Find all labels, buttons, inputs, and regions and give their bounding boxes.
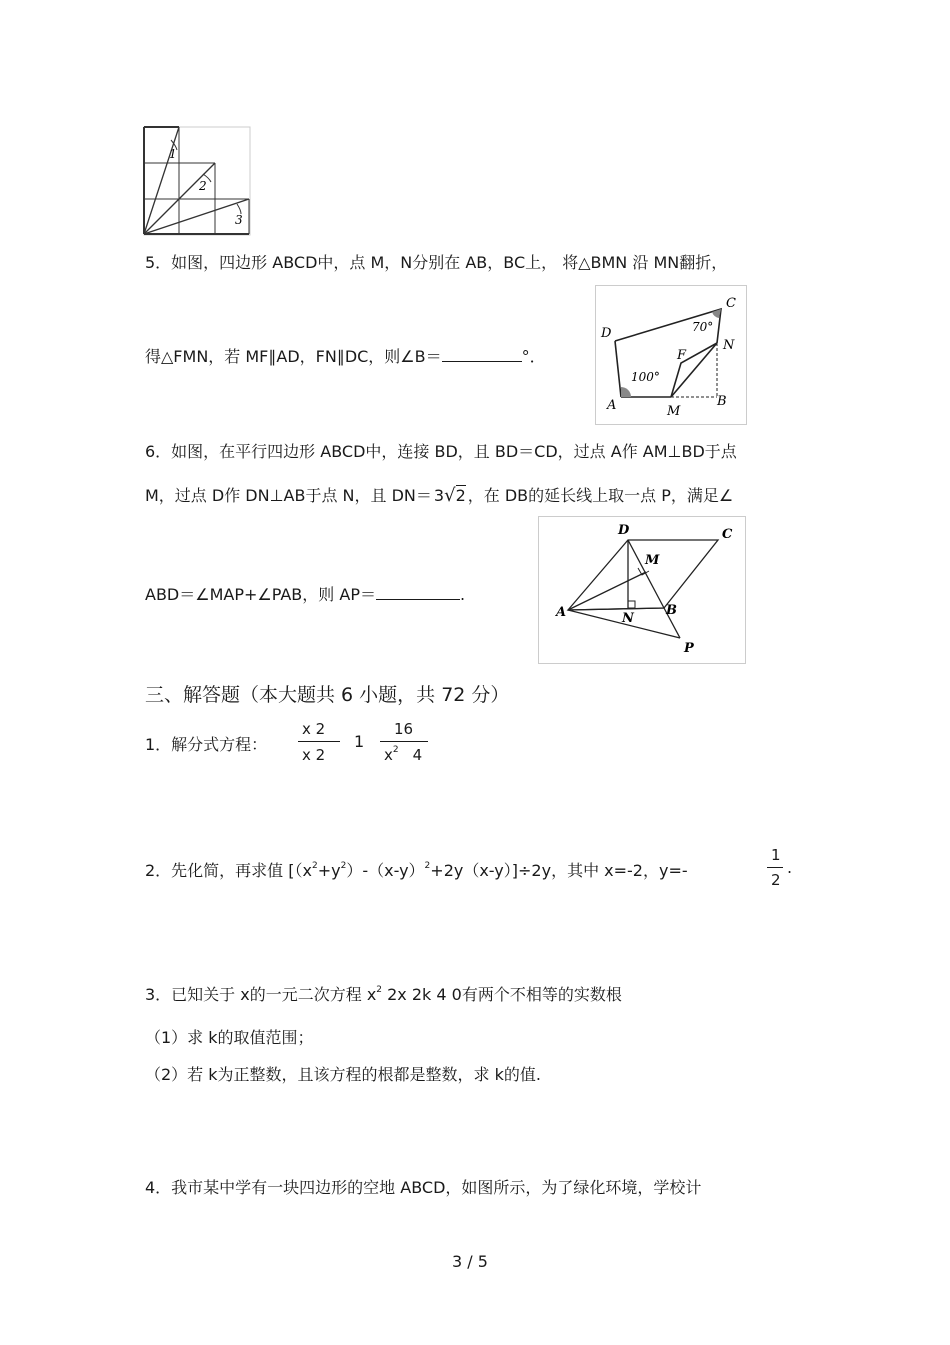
s3-line1-b: 2x 2k 4 0有两个不相等的实数根 <box>382 985 622 1004</box>
page-number: 3 / 5 <box>452 1252 488 1271</box>
s2-exp-2: 2 <box>340 861 347 871</box>
s1-f2-den-x: x <box>384 746 393 764</box>
s2-text-c: ）-（x-y） <box>346 861 425 880</box>
q5-answer-blank[interactable] <box>442 347 522 362</box>
fig6-label-d: D <box>618 523 630 538</box>
q5-line2 <box>145 344 546 367</box>
s3-line1-a: 3．已知关于 x的一元二次方程 x <box>145 985 377 1004</box>
grid-angle-figure <box>143 126 251 236</box>
s1-f1-denominator: x 2 <box>302 746 326 764</box>
s2-fraction <box>767 846 783 890</box>
grid-label-3: 3 <box>235 213 243 227</box>
s1-f2-den-rest: 4 <box>412 746 423 764</box>
s3-sub2: （2）若 k为正整数，且该方程的根都是整数，求 k的值. <box>145 1065 541 1084</box>
s2-frac-bar <box>767 867 783 868</box>
grid-label-1: 1 <box>169 147 177 161</box>
fig5-label-m: M <box>667 404 681 419</box>
q6-line3-end: . <box>459 585 466 604</box>
s2-text-d: +2y（x-y）]÷2y，其中 x=-2，y=- <box>430 861 688 880</box>
q6-sqrt-expr <box>432 485 468 506</box>
fig6-label-c: C <box>722 527 733 542</box>
q6-sqrt-coef: 3 <box>433 486 445 505</box>
s3-exp: 2 <box>376 985 383 995</box>
s3-sub1: （1）求 k的取值范围； <box>145 1028 314 1047</box>
s4-line1: 4．我市某中学有一块四边形的空地 ABCD，如图所示，为了绿化环境，学校计 <box>145 1178 702 1197</box>
fig5-label-c: C <box>726 296 736 311</box>
s2-expression <box>145 858 688 881</box>
fig6-label-m: M <box>645 553 660 568</box>
q5-line2-text: 得△FMN，若 MF∥AD，FN∥DC，则∠B＝ <box>145 347 442 366</box>
fig6-label-b: B <box>666 603 677 618</box>
q6-line1: 6．如图，在平行四边形 ABCD中，连接 BD，且 BD＝CD，过点 A作 AM⊥BD于点 <box>145 442 737 461</box>
sqrt-sign-icon: √ <box>444 485 456 506</box>
s2-exp-1: 2 <box>311 861 318 871</box>
s3-line1 <box>145 982 622 1005</box>
q6-line3-text: ABD＝∠MAP+∠PAB，则 AP＝ <box>145 585 376 604</box>
q6-line3 <box>145 582 465 605</box>
fig5-angle-100: 100° <box>631 370 660 384</box>
fig6-label-p: P <box>684 641 694 656</box>
fig6-label-a: A <box>556 605 567 620</box>
fig5-label-n: N <box>723 338 735 353</box>
fig6-label-n: N <box>622 611 634 626</box>
s2-exp-3: 2 <box>424 861 431 871</box>
q6-answer-blank[interactable] <box>376 585 460 600</box>
quadrilateral-fold-figure <box>595 285 747 425</box>
fig5-label-a: A <box>607 398 617 413</box>
s1-fraction-1 <box>298 720 340 764</box>
s2-end: . <box>787 858 793 877</box>
s1-fraction-2 <box>380 720 428 764</box>
s1-f2-bar <box>380 741 428 742</box>
s1-label: 1．解分式方程： <box>145 735 268 754</box>
q5-line1: 5．如图，四边形 ABCD中，点 M，N分别在 AB，BC上， 将△BMN 沿 MN翻折， <box>145 253 728 272</box>
s1-f2-denominator <box>384 746 422 764</box>
q6-line2 <box>145 483 733 506</box>
s1-f1-bar <box>298 741 340 742</box>
q6-sqrt-radicand: 2 <box>455 486 466 505</box>
grid-label-2: 2 <box>199 179 207 193</box>
section-heading: 三、解答题（本大题共 6 小题，共 72 分） <box>145 684 510 706</box>
fig5-label-b: B <box>717 394 727 409</box>
s1-f2-numerator: 16 <box>394 720 414 738</box>
s2-frac-numerator: 1 <box>771 846 781 864</box>
q5-line2-end: °． <box>521 347 546 366</box>
fig5-label-f: F <box>677 348 687 363</box>
s2-frac-denominator: 2 <box>771 871 781 889</box>
q6-line2-end: ，在 DB的延长线上取一点 P，满足∠ <box>467 486 734 505</box>
s2-text-b: +y <box>317 861 341 880</box>
fig5-label-d: D <box>601 326 612 341</box>
s1-middle: 1 <box>354 732 365 751</box>
s1-f2-den-exp: 2 <box>392 745 399 755</box>
s1-f1-numerator: x 2 <box>302 720 326 738</box>
s2-text-a: 2．先化简，再求值 [（x <box>145 861 312 880</box>
fig5-angle-70: 70° <box>692 320 714 334</box>
q6-line2-text: M，过点 D作 DN⊥AB于点 N，且 DN＝ <box>145 486 432 505</box>
parallelogram-figure <box>538 516 746 664</box>
